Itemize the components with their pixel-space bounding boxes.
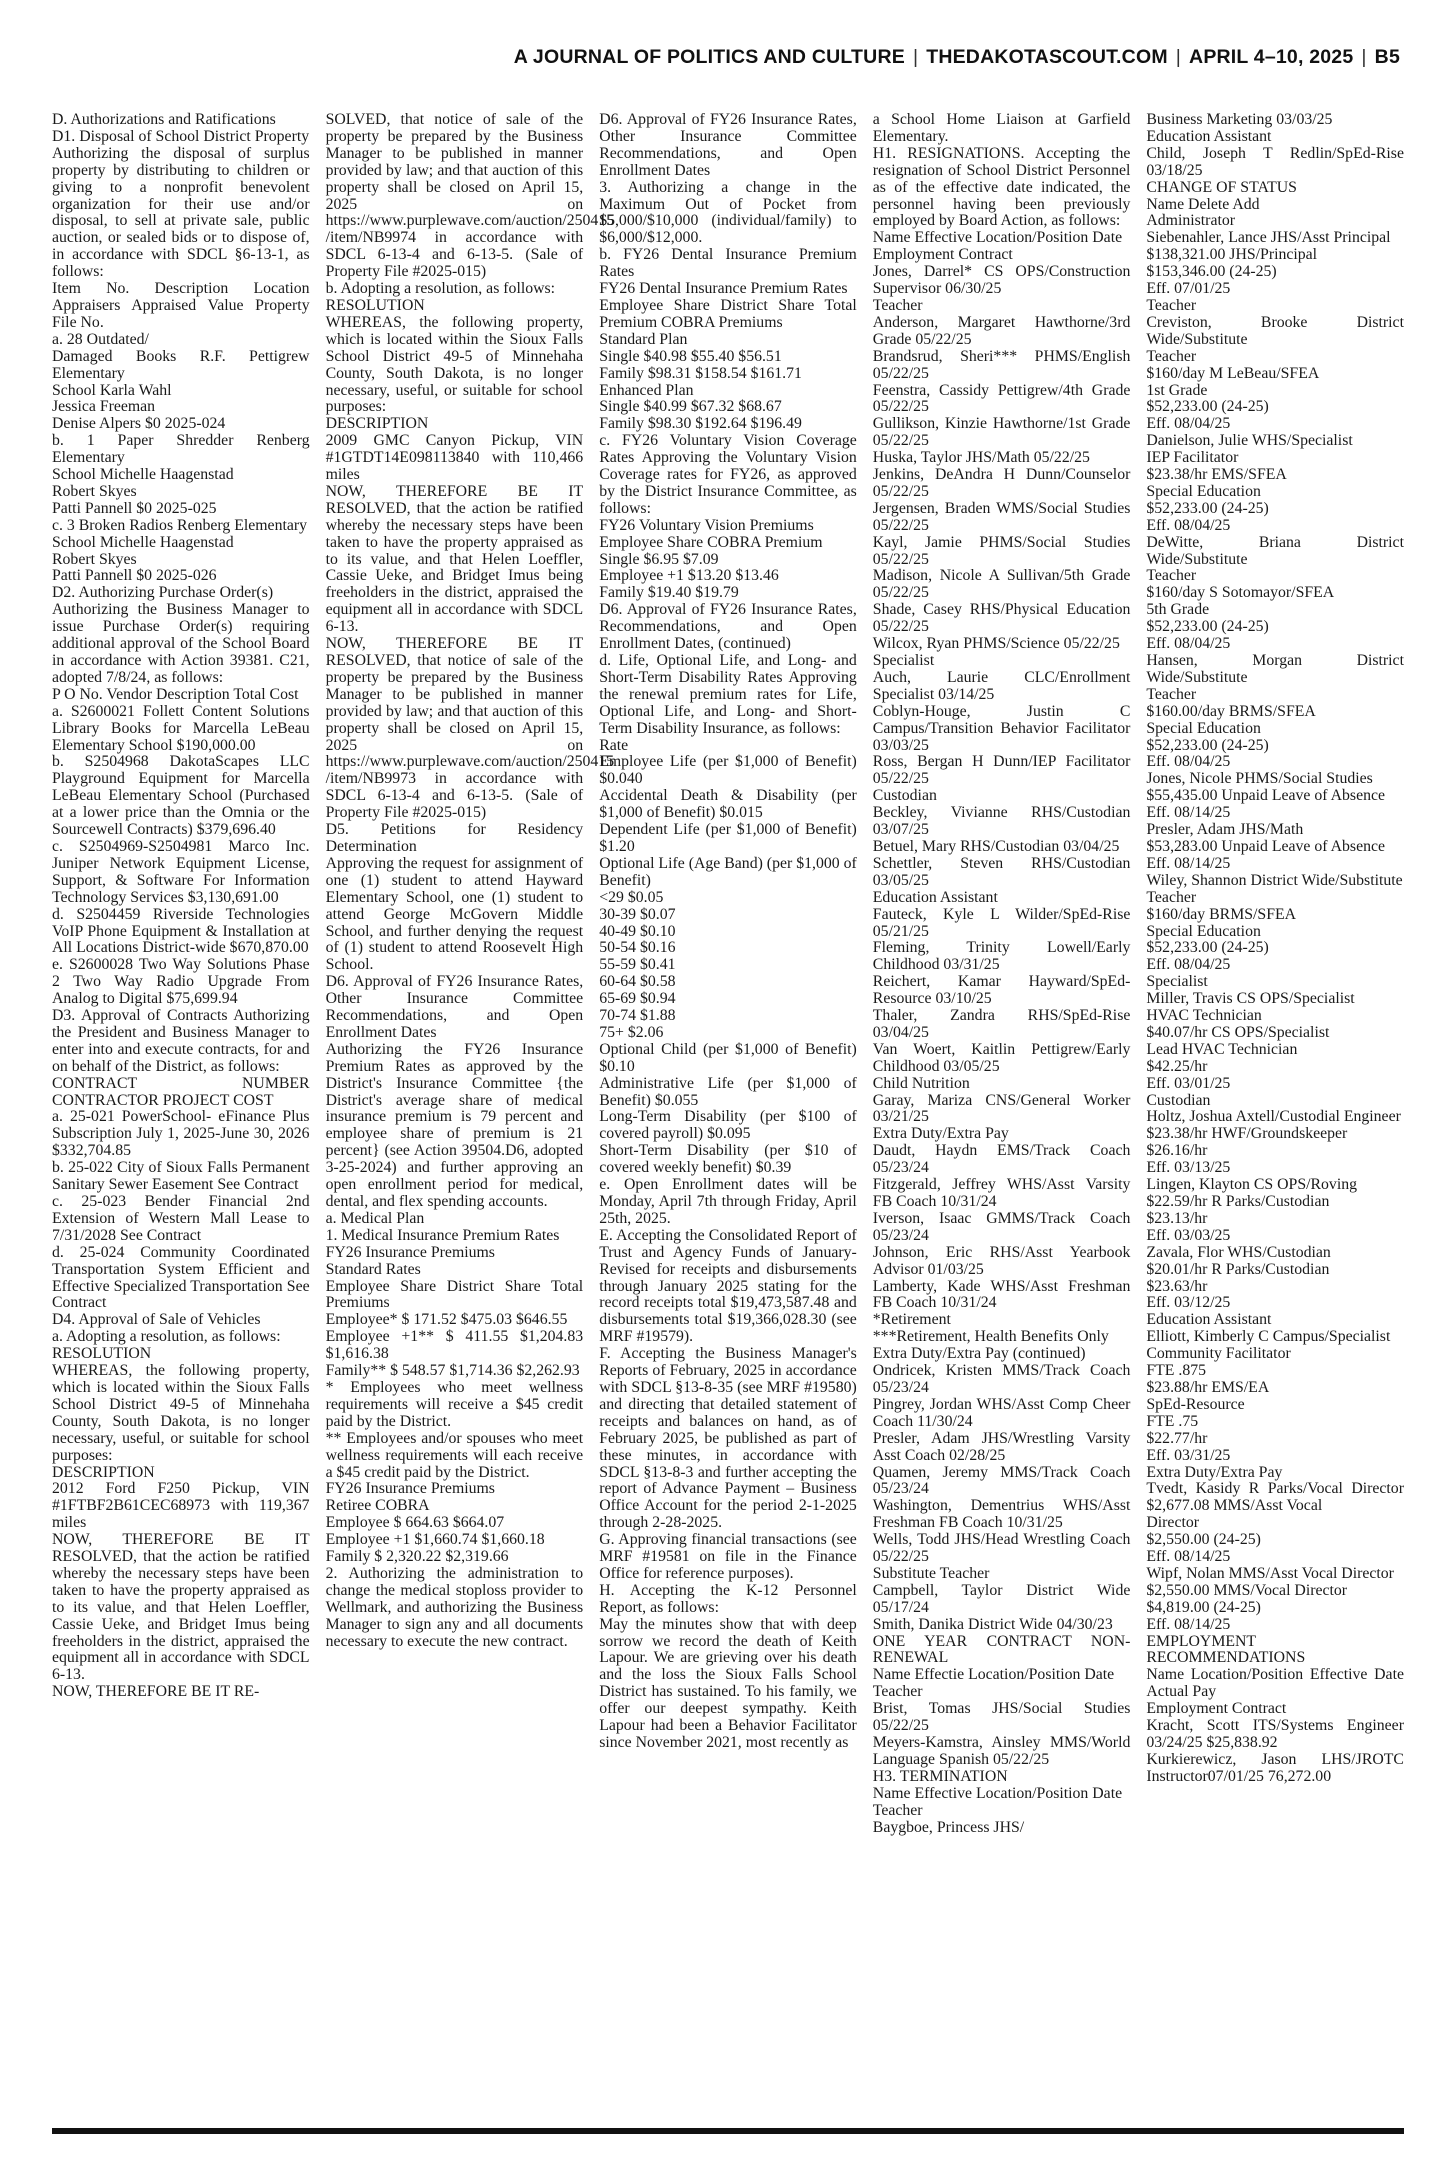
column-paragraph: Dependent Life (per $1,000 of Benefit) $1.20 — [599, 821, 857, 855]
column-paragraph: 2. Authorizing the administration to change the medical stoploss provider to Wellmark, and authorizing the Business Manager to sign any and all documents necessary to execute the new contract. — [325, 1564, 584, 1650]
column-paragraph: Daudt, Haydn EMS/Track Coach 05/23/24 — [872, 1142, 1131, 1177]
column-paragraph: c. S2504969-S2504981 Marco Inc. Juniper Network Equipment License, Support, & Software For Information Technology Services $3,130,691.00 — [52, 837, 310, 906]
column-paragraph: Item No. Description Location Appraisers Appraised Value Property File No. — [52, 280, 310, 331]
column-paragraph: Garay, Mariza CNS/General Worker 03/21/25 — [872, 1091, 1131, 1126]
column-paragraph: Eff. 08/04/25 — [1146, 516, 1231, 534]
column-paragraph: *Retirement — [872, 1311, 951, 1329]
column-paragraph: H3. TERMINATION — [872, 1767, 1008, 1785]
column-paragraph: Hansen, Morgan District Wide/Substitute — [1146, 652, 1404, 686]
column-paragraph: Teacher — [872, 1683, 923, 1701]
column-paragraph: Tvedt, Kasidy R Parks/Vocal Director $2,677.08 MMS/Asst Vocal — [1146, 1480, 1404, 1515]
column-paragraph: D4. Approval of Sale of Vehicles — [52, 1311, 261, 1329]
column-paragraph: $52,233.00 (24-25) — [1146, 398, 1269, 416]
column-paragraph: Creviston, Brooke District Wide/Substitute — [1146, 313, 1404, 348]
column-paragraph: Campbell, Taylor District Wide 05/17/24 — [872, 1581, 1131, 1616]
column-paragraph: HVAC Technician — [1146, 1007, 1262, 1025]
column-paragraph: Presler, Adam JHS/Math — [1146, 821, 1304, 839]
column-paragraph: $4,819.00 (24-25) — [1146, 1598, 1261, 1616]
column-paragraph: $153,346.00 (24-25) — [1146, 263, 1277, 281]
column-paragraph: b. Adopting a resolution, as follows: — [325, 280, 556, 298]
column-paragraph: Siebenahler, Lance JHS/Asst Principal — [1146, 229, 1391, 247]
header-separator: | — [912, 46, 919, 68]
column-paragraph: Ross, Bergan H Dunn/IEP Facilitator 05/22/25 — [872, 753, 1131, 788]
column-paragraph: ** Employees and/or spouses who meet wellness requirements will each receive a $45 credit paid by the District. — [325, 1429, 584, 1481]
column-paragraph: H. Accepting the K-12 Personnel Report, as follows: — [599, 1581, 857, 1616]
column-paragraph: $52,233.00 (24-25) — [1146, 736, 1269, 754]
column-paragraph: Jones, Darrel* CS OPS/Construction Supervisor 06/30/25 — [872, 263, 1131, 298]
column-paragraph: 2009 GMC Canyon Pickup, VIN #1GTDT14E098113840 with 110,466 miles — [325, 432, 584, 484]
column-paragraph: $138,321.00 JHS/Principal — [1146, 246, 1318, 264]
header-separator: | — [1361, 46, 1367, 68]
column-paragraph: School Karla Wahl — [52, 381, 172, 399]
column-paragraph: Family** $ 548.57 $1,714.36 $2,262.93 — [325, 1362, 580, 1380]
column-paragraph: SpEd-Resource — [1146, 1395, 1245, 1413]
column-paragraph: a. S2600021 Follett Content Solutions Library Books for Marcella LeBeau Elementary School $190,000.00 — [52, 702, 310, 754]
column-paragraph: Retiree COBRA — [325, 1497, 430, 1515]
column-paragraph: c. 25-023 Bender Financial 2nd Extension of Western Mall Lease to 7/31/2028 See Contract — [52, 1193, 310, 1244]
column-paragraph: Teacher — [1146, 296, 1197, 314]
column-paragraph: D2. Authorizing Purchase Order(s) — [52, 584, 274, 602]
column-paragraph: Employee +1 $13.20 $13.46 — [599, 567, 779, 585]
column-paragraph: $40.07/hr CS OPS/Specialist — [1146, 1023, 1330, 1041]
column-paragraph: Fleming, Trinity Lowell/Early Childhood 03/31/25 — [872, 939, 1131, 974]
column-paragraph: Wells, Todd JHS/Head Wrestling Coach 05/22/25 — [872, 1531, 1131, 1566]
column-paragraph: Eff. 08/04/25 — [1146, 415, 1231, 433]
column-paragraph: Lead HVAC Technician — [1146, 1040, 1298, 1058]
column-paragraph: Beckley, Vivianne RHS/Custodian 03/07/25 — [872, 804, 1131, 839]
column-paragraph: Schettler, Steven RHS/Custodian 03/05/25 — [872, 854, 1131, 889]
column-paragraph: Authorizing the Business Manager to issue Purchase Order(s) requiring additional approval of the School Board in accordance with Action 39381. C21, adopted 7/8/24, as follows: — [52, 601, 310, 686]
site-name: THEDAKOTASCOUT.COM — [926, 46, 1168, 68]
column-paragraph: D. Authorizations and Ratifications — [52, 111, 276, 128]
column-paragraph: Patti Pannell $0 2025-025 — [52, 499, 217, 517]
column-paragraph: b. FY26 Dental Insurance Premium Rates — [599, 246, 857, 281]
column-paragraph: Eff. 08/04/25 — [1146, 635, 1231, 653]
column-paragraph: Thaler, Zandra RHS/SpEd-Rise 03/04/25 — [872, 1007, 1131, 1041]
column-paragraph: d. S2504459 Riverside Technologies VoIP Phone Equipment & Installation at All Locations District-wide $670,870.00 — [52, 905, 310, 957]
column-3 — [599, 112, 857, 2092]
column-paragraph: Special Education — [1146, 719, 1261, 737]
column-paragraph: Meyers-Kamstra, Ainsley MMS/World Language Spanish 05/22/25 — [872, 1734, 1131, 1768]
column-paragraph: Employee +1** $ 411.55 $1,204.83 $1,616.38 — [325, 1328, 584, 1363]
column-paragraph: Single $40.98 $55.40 $56.51 — [599, 347, 782, 365]
column-paragraph: $52,233.00 (24-25) — [1146, 499, 1269, 517]
column-paragraph: ***Retirement, Health Benefits Only — [872, 1328, 1109, 1346]
column-paragraph: Standard Plan — [599, 330, 688, 348]
column-paragraph: $23.88/hr EMS/EA — [1146, 1378, 1270, 1396]
column-paragraph: Child, Joseph T Redlin/SpEd-Rise 03/18/25 — [1146, 144, 1404, 179]
column-paragraph: Teacher — [1146, 567, 1197, 585]
column-paragraph: a. Medical Plan — [325, 1209, 425, 1227]
column-paragraph: $2,550.00 MMS/Vocal Director — [1146, 1581, 1348, 1599]
column-paragraph: a. Adopting a resolution, as follows: — [52, 1328, 281, 1346]
column-paragraph: Zavala, Flor WHS/Custodian — [1146, 1243, 1331, 1261]
column-paragraph: RESOLUTION — [325, 296, 425, 314]
column-paragraph: $160.00/day BRMS/SFEA — [1146, 702, 1316, 720]
column-paragraph: Rate — [599, 736, 629, 754]
column-paragraph: Shade, Casey RHS/Physical Education 05/22/25 — [872, 601, 1131, 636]
column-paragraph: Employment Contract — [872, 246, 1013, 264]
column-paragraph: Director — [1146, 1514, 1200, 1532]
journal-tagline: A JOURNAL OF POLITICS AND CULTURE — [513, 46, 905, 68]
column-paragraph: Ondricek, Kristen MMS/Track Coach 05/23/24 — [872, 1362, 1131, 1396]
column-paragraph: Extra Duty/Extra Pay (continued) — [872, 1345, 1086, 1363]
column-paragraph: 1. Medical Insurance Premium Rates — [325, 1226, 560, 1244]
column-paragraph: Optional Life (Age Band) (per $1,000 of Benefit) — [599, 854, 857, 889]
column-paragraph: DESCRIPTION — [325, 415, 429, 433]
column-paragraph: Jones, Nicole PHMS/Social Studies — [1146, 770, 1373, 788]
column-paragraph: Name Effective Location/Position Date — [872, 229, 1123, 247]
column-paragraph: Employee +1 $1,660.74 $1,660.18 — [325, 1531, 545, 1549]
column-paragraph: $52,233.00 (24-25) — [1146, 939, 1269, 957]
column-paragraph: Van Woert, Kaitlin Pettigrew/Early Childhood 03/05/25 — [872, 1040, 1131, 1075]
column-paragraph: Auch, Laurie CLC/Enrollment Specialist 03/14/25 — [872, 668, 1131, 703]
column-paragraph: Johnson, Eric RHS/Asst Yearbook Advisor 01/03/25 — [872, 1243, 1131, 1278]
column-paragraph: Single $40.99 $67.32 $68.67 — [599, 398, 782, 416]
column-paragraph: Quamen, Jeremy MMS/Track Coach 05/23/24 — [872, 1463, 1131, 1498]
column-paragraph: Wiley, Shannon District Wide/Substitute — [1146, 871, 1403, 889]
column-paragraph: Teacher — [872, 1801, 923, 1819]
column-paragraph: 5th Grade — [1146, 601, 1210, 619]
column-paragraph: Miller, Travis CS OPS/Specialist — [1146, 990, 1355, 1008]
column-paragraph: $20.01/hr R Parks/Custodian — [1146, 1260, 1330, 1278]
column-paragraph: d. Life, Optional Life, and Long- and Short-Term Disability Rates Approving the renewal premium rates for Life, Optional Life, and Long- and Short-Term Disability Insurance, as follows: — [599, 652, 857, 737]
bottom-rule — [52, 2128, 1404, 2134]
column-paragraph: Brist, Tomas JHS/Social Studies 05/22/25 — [872, 1700, 1131, 1735]
column-paragraph: Wipf, Nolan MMS/Asst Vocal Director — [1146, 1564, 1394, 1582]
column-paragraph: Jessica Freeman — [52, 398, 156, 416]
column-paragraph: Fitzgerald, Jeffrey WHS/Asst Varsity FB Coach 10/31/24 — [872, 1176, 1131, 1210]
column-paragraph: b. 1 Paper Shredder Renberg Elementary — [52, 432, 310, 467]
column-paragraph: Eff. 03/13/25 — [1146, 1159, 1231, 1177]
column-paragraph: NOW, THEREFORE BE IT RESOLVED, that the action be ratified whereby the necessary steps have been taken to have the property appraised as to its value, and that Helen Loeffler, Cassie Ueke, and Bridget Imus being freeholders in the district, appraised the equipment all in accordance with SDCL 6-13. — [325, 482, 584, 636]
column-paragraph: $55,435.00 Unpaid Leave of Absence — [1146, 787, 1386, 805]
column-paragraph: $22.77/hr — [1146, 1429, 1208, 1447]
column-paragraph: Specialist — [872, 652, 935, 669]
column-paragraph: DESCRIPTION — [52, 1463, 155, 1481]
column-paragraph: e. S2600028 Two Way Solutions Phase 2 Two Way Radio Upgrade From Analog to Digital $75,699.94 — [52, 956, 310, 1008]
column-paragraph: ONE YEAR CONTRACT NON-RENEWAL — [872, 1632, 1131, 1667]
column-paragraph: Employee Share COBRA Premium — [599, 533, 823, 551]
column-paragraph: Fauteck, Kyle L Wilder/SpEd-Rise 05/21/25 — [872, 905, 1131, 940]
column-paragraph: $160/day M LeBeau/SFEA — [1146, 364, 1320, 382]
column-paragraph: D5. Petitions for Residency Determination — [325, 821, 584, 855]
column-paragraph: School Michelle Haagenstad — [52, 466, 234, 484]
column-paragraph: b. S2504968 DakotaScapes LLC Playground Equipment for Marcella LeBeau Elementary School (Purchased at a lower price than the Omnia or the Sourcewell Contracts) $379,696.40 — [52, 753, 310, 839]
column-paragraph: RESOLUTION — [52, 1345, 152, 1363]
column-paragraph: Employee Life (per $1,000 of Benefit) $0.040 — [599, 753, 857, 788]
column-5 — [1146, 112, 1404, 2092]
column-paragraph: FTE .75 — [1146, 1412, 1199, 1430]
column-paragraph: Employee $ 664.63 $664.07 — [325, 1514, 505, 1532]
column-paragraph: Reichert, Kamar Hayward/SpEd-Resource 03/10/25 — [872, 973, 1131, 1008]
column-paragraph: SOLVED, that notice of sale of the property be prepared by the Business Manager to be published in manner provided by law; and that auction of this property shall be closed on April 15, 2025 on https://www.purplewave.com/auction/250415 /item/NB9974 in accordance with SDCL 6-13-4 and 6-13-5. (Sale of Property File #2025-015) — [325, 111, 615, 281]
column-paragraph: Education Assistant — [872, 888, 998, 906]
column-1 — [52, 112, 310, 2092]
column-paragraph: Washington, Dementrius WHS/Asst Freshman FB Coach 10/31/25 — [872, 1497, 1131, 1532]
column-paragraph: $2,550.00 (24-25) — [1146, 1531, 1261, 1549]
column-paragraph: D6. Approval of FY26 Insurance Rates, Other Insurance Committee Recommendations, and Open Enrollment Dates — [325, 973, 584, 1041]
column-paragraph: Madison, Nicole A Sullivan/5th Grade 05/22/25 — [872, 567, 1131, 602]
column-paragraph: Employee Share District Share Total Premiums — [325, 1277, 584, 1312]
column-paragraph: Brandsrud, Sheri*** PHMS/English 05/22/25 — [872, 347, 1131, 382]
column-paragraph: NOW, THEREFORE BE IT RESOLVED, that notice of sale of the property be prepared by the Business Manager to be published in manner provided by law; and that auction of this property shall be closed on April 15, 2025 on https://www.purplewave.com/auction/250415 /item/NB9973 in accordance with SDCL 6-13-4 and 6-13-5. (Sale of Property File #2025-015) — [325, 635, 615, 822]
column-paragraph: Damaged Books R.F. Pettigrew Elementary — [52, 347, 310, 382]
column-paragraph: Anderson, Margaret Hawthorne/3rd Grade 05/22/25 — [872, 313, 1131, 348]
column-paragraph: 2012 Ford F250 Pickup, VIN #1FTBF2B61CEC68973 with 119,367 miles — [52, 1480, 310, 1532]
column-paragraph: Elliott, Kimberly C Campus/Specialist — [1146, 1328, 1391, 1346]
column-paragraph: Pingrey, Jordan WHS/Asst Comp Cheer Coach 11/30/24 — [872, 1395, 1131, 1430]
column-paragraph: Short-Term Disability (per $10 of covered weekly benefit) $0.39 — [599, 1142, 857, 1177]
column-paragraph: IEP Facilitator — [1146, 449, 1239, 467]
column-paragraph: F. Accepting the Business Manager's Reports of February, 2025 in accordance with SDCL §13-8-35 (see MRF #19580) and directing that detailed statement of receipts and balances on hand, as of February 2025, be published as part of these minutes, in accordance with SDCL §13-8-3 and further accepting the report of Advance Payment – Business Office Account for the period 2-1-2025 through 2-28-2025. — [599, 1345, 857, 1532]
column-paragraph: $160/day S Sotomayor/SFEA — [1146, 584, 1335, 602]
column-paragraph: d. 25-024 Community Coordinated Transportation System Efficient and Effective Specialized Transportation See Contract — [52, 1243, 310, 1312]
column-paragraph: Community Facilitator — [1146, 1345, 1291, 1363]
column-paragraph: Family $ 2,320.22 $2,319.66 — [325, 1548, 509, 1566]
column-paragraph: c. 3 Broken Radios Renberg Elementary — [52, 516, 308, 534]
column-paragraph: c. FY26 Voluntary Vision Coverage Rates Approving the Voluntary Vision Coverage rates for FY26, as approved by the District Insurance Committee, as follows: — [599, 432, 857, 517]
column-paragraph: Employee* $ 171.52 $475.03 $646.55 — [325, 1311, 568, 1329]
column-paragraph: $23.13/hr — [1146, 1209, 1208, 1227]
column-paragraph: $23.38/hr EMS/SFEA — [1146, 466, 1287, 484]
column-paragraph: G. Approving financial transactions (see MRF #19581 on file in the Finance Office for reference purposes). — [599, 1531, 857, 1582]
column-paragraph: Name Effectie Location/Position Date — [872, 1666, 1115, 1684]
column-paragraph: e. Open Enrollment dates will be Monday, April 7th through Friday, April 25th, 2025. — [599, 1176, 857, 1227]
column-paragraph: Eff. 07/01/25 — [1146, 280, 1231, 298]
column-paragraph: Eff. 03/03/25 — [1146, 1226, 1231, 1244]
column-paragraph: Huska, Taylor JHS/Math 05/22/25 — [872, 449, 1090, 467]
column-paragraph: Eff. 03/31/25 — [1146, 1446, 1231, 1464]
header-separator: | — [1175, 46, 1182, 68]
column-paragraph: Extra Duty/Extra Pay — [872, 1125, 1009, 1143]
column-paragraph: E. Accepting the Consolidated Report of Trust and Agency Funds of January-Revised for receipts and disbursements through January 2025 stating for the record receipts total $19,473,587.48 and disbursements total $19,366,028.30 (see MRF #19579). — [599, 1226, 857, 1346]
column-paragraph: May the minutes show that with deep sorrow we record the death of Keith Lapour. We are grieving over his death and the loss the Sioux Falls School District has sustained. To his family, we offer our deepest sympathy. Keith Lapour had been a Behavior Facilitator since November 2021, most recently as — [599, 1615, 857, 1751]
column-paragraph: 50-54 $0.16 — [599, 939, 676, 957]
column-paragraph: 3. Authorizing a change in the Maximum Out of Pocket from $5,000/$10,000 (individual/family) to $6,000/$12,000. — [599, 178, 857, 247]
column-paragraph: WHEREAS, the following property, which is located within the Sioux Falls School District 49-5 of Minnehaha County, South Dakota, is no longer necessary, useful, or suitable for school purposes: — [325, 313, 584, 416]
column-paragraph: Name Effective Location/Position Date — [872, 1784, 1123, 1802]
column-paragraph: Denise Alpers $0 2025-024 — [52, 415, 226, 433]
column-paragraph: $52,233.00 (24-25) — [1146, 618, 1269, 636]
column-paragraph: 55-59 $0.41 — [599, 956, 676, 974]
column-paragraph: a. 28 Outdated/ — [52, 330, 149, 348]
column-paragraph: 40-49 $0.10 — [599, 922, 676, 940]
column-paragraph: Baygboe, Princess JHS/ — [872, 1818, 1025, 1836]
column-paragraph: Employee Share District Share Total Premium COBRA Premiums — [599, 296, 857, 331]
column-paragraph: $53,283.00 Unpaid Leave of Absence — [1146, 837, 1386, 855]
column-paragraph: Special Education — [1146, 482, 1261, 500]
column-paragraph: Teacher — [1146, 685, 1197, 703]
column-paragraph: Eff. 08/14/25 — [1146, 854, 1231, 872]
column-paragraph: Long-Term Disability (per $100 of covered payroll) $0.095 — [599, 1108, 857, 1143]
column-paragraph: Approving the request for assignment of one (1) student to attend Hayward Elementary School, one (1) student to attend George McGovern Middle School, and further denying the request of (1) student to attend Roosevelt High School. — [325, 854, 584, 974]
column-paragraph: $23.38/hr HWF/Groundskeeper — [1146, 1125, 1348, 1143]
column-paragraph: NOW, THEREFORE BE IT RESOLVED, that the action be ratified whereby the necessary steps have been taken to have the property appraised as to its value, and that Helen Loeffler, Cassie Ueke, and Bridget Imus being freeholders in the district, appraised the equipment all in accordance with SDCL 6-13. — [52, 1531, 310, 1684]
column-paragraph: Education Assistant — [1146, 127, 1272, 145]
column-paragraph: D6. Approval of FY26 Insurance Rates, Recommendations, and Open Enrollment Dates, (continued) — [599, 601, 857, 653]
column-paragraph: Presler, Adam JHS/Wrestling Varsity Asst Coach 02/28/25 — [872, 1429, 1131, 1464]
column-paragraph: Kayl, Jamie PHMS/Social Studies 05/22/25 — [872, 533, 1131, 568]
column-paragraph: Eff. 08/04/25 — [1146, 753, 1231, 771]
column-paragraph: 75+ $2.06 — [599, 1023, 664, 1041]
column-4 — [873, 112, 1131, 2092]
column-paragraph: Robert Skyes — [52, 550, 137, 568]
column-paragraph: Family $19.40 $19.79 — [599, 584, 739, 602]
column-paragraph: a School Home Liaison at Garfield Elementary. — [872, 111, 1131, 145]
column-paragraph: 30-39 $0.07 — [599, 905, 676, 923]
column-paragraph: Child Nutrition — [872, 1074, 970, 1092]
column-paragraph: Name Location/Position Effective Date Actual Pay — [1146, 1666, 1404, 1701]
column-paragraph: Coblyn-Houge, Justin C Campus/Transition Behavior Facilitator 03/03/25 — [872, 702, 1131, 754]
column-paragraph: Accidental Death & Disability (per $1,000 of Benefit) $0.015 — [599, 787, 857, 822]
column-paragraph: Patti Pannell $0 2025-026 — [52, 567, 217, 585]
column-paragraph: Feenstra, Cassidy Pettigrew/4th Grade 05/22/25 — [872, 381, 1131, 416]
column-paragraph: Specialist — [1146, 973, 1208, 991]
page-number: B5 — [1374, 46, 1400, 68]
column-paragraph: CONTRACT NUMBER CONTRACTOR PROJECT COST — [52, 1074, 310, 1109]
column-paragraph: Gullikson, Kinzie Hawthorne/1st Grade 05/22/25 — [872, 415, 1131, 450]
column-paragraph: Name Delete Add — [1146, 195, 1260, 213]
article-columns — [52, 112, 1404, 2092]
column-paragraph: Eff. 08/14/25 — [1146, 1548, 1231, 1566]
column-2 — [325, 111, 615, 2092]
column-paragraph: FY26 Insurance Premiums — [325, 1480, 495, 1498]
column-paragraph: 1st Grade — [1146, 381, 1208, 399]
column-paragraph: $23.63/hr — [1146, 1277, 1208, 1295]
column-paragraph: Teacher — [1146, 347, 1197, 365]
column-paragraph: FTE .875 — [1146, 1362, 1207, 1380]
column-paragraph: Eff. 03/12/25 — [1146, 1294, 1231, 1312]
column-paragraph: Custodian — [872, 787, 937, 805]
column-paragraph: Wilcox, Ryan PHMS/Science 05/22/25 — [872, 635, 1120, 653]
column-paragraph: Authorizing the FY26 Insurance Premium Rates as approved by the District's Insurance Committee {the District's average share of medical insurance premium is 79 percent and employee share of premium is 21 percent} (see Action 39504.D6, adopted 3-25-2024) and further approving an open enrollment period for medical, dental, and flex spending accounts. — [325, 1040, 584, 1210]
column-paragraph: Iverson, Isaac GMMS/Track Coach 05/23/24 — [872, 1209, 1131, 1244]
column-paragraph: Holtz, Joshua Axtell/Custodial Engineer — [1146, 1108, 1401, 1126]
column-paragraph: Teacher — [872, 296, 923, 314]
column-paragraph: FY26 Dental Insurance Premium Rates — [599, 280, 848, 298]
column-paragraph: a. 25-021 PowerSchool- eFinance Plus Subscription July 1, 2025-June 30, 2026 $332,704.85 — [52, 1108, 310, 1160]
column-paragraph: D3. Approval of Contracts Authorizing the President and Business Manager to enter into and execute contracts, for and on behalf of the District, as follows: — [52, 1007, 310, 1075]
column-paragraph: Standard Rates — [325, 1260, 421, 1278]
column-paragraph: Kracht, Scott ITS/Systems Engineer 03/24/25 $25,838.92 — [1146, 1717, 1404, 1751]
column-paragraph: 65-69 $0.94 — [599, 990, 676, 1008]
column-paragraph: Eff. 08/04/25 — [1146, 956, 1231, 974]
column-paragraph: Danielson, Julie WHS/Specialist — [1146, 432, 1353, 450]
column-paragraph: Extra Duty/Extra Pay — [1146, 1463, 1283, 1481]
column-paragraph: Optional Child (per $1,000 of Benefit) $0.10 — [599, 1040, 857, 1075]
column-paragraph: Enhanced Plan — [599, 381, 694, 399]
column-paragraph: FY26 Voluntary Vision Premiums — [599, 516, 814, 534]
column-paragraph: CHANGE OF STATUS — [1146, 178, 1297, 196]
column-paragraph: b. 25-022 City of Sioux Falls Permanent Sanitary Sewer Easement See Contract — [52, 1159, 310, 1194]
column-paragraph: <29 $0.05 — [599, 888, 664, 906]
column-paragraph: Betuel, Mary RHS/Custodian 03/04/25 — [872, 837, 1120, 855]
column-paragraph: Family $98.30 $192.64 $196.49 — [599, 415, 802, 433]
column-paragraph: Jenkins, DeAndra H Dunn/Counselor 05/22/25 — [872, 466, 1131, 500]
column-paragraph: Administrator — [1146, 212, 1236, 230]
column-paragraph: P O No. Vendor Description Total Cost — [52, 685, 299, 703]
column-paragraph: Substitute Teacher — [872, 1564, 990, 1582]
column-paragraph: Lingen, Klayton CS OPS/Roving — [1146, 1176, 1358, 1194]
column-paragraph: Family $98.31 $158.54 $161.71 — [599, 364, 802, 382]
column-paragraph: Employment Contract — [1146, 1700, 1287, 1718]
column-paragraph: Special Education — [1146, 922, 1261, 940]
column-paragraph: $26.16/hr — [1146, 1142, 1208, 1160]
column-paragraph: Education Assistant — [1146, 1311, 1272, 1329]
column-paragraph: $160/day BRMS/SFEA — [1146, 905, 1297, 923]
column-paragraph: Administrative Life (per $1,000 of Benefit) $0.055 — [599, 1074, 857, 1109]
column-paragraph: School Michelle Haagenstad — [52, 533, 234, 551]
column-paragraph: Jergensen, Braden WMS/Social Studies 05/22/25 — [872, 499, 1131, 534]
column-paragraph: 70-74 $1.88 — [599, 1007, 676, 1025]
column-paragraph: Teacher — [1146, 888, 1197, 906]
column-paragraph: Business Marketing 03/03/25 — [1146, 111, 1333, 128]
column-paragraph: * Employees who meet wellness requirements will receive a $45 credit paid by the District. — [325, 1378, 584, 1430]
column-paragraph: $42.25/hr — [1146, 1057, 1208, 1075]
column-paragraph: DeWitte, Briana District Wide/Substitute — [1146, 533, 1404, 568]
column-paragraph: 60-64 $0.58 — [599, 973, 676, 991]
column-paragraph: EMPLOYMENT RECOMMENDATIONS — [1146, 1632, 1306, 1667]
column-paragraph: Authorizing the disposal of surplus property by distributing to children or giving to a nonprofit benevolent organization for their use and/or disposal, to sell at private sale, public auction, or sealed bids or to dispose of, in accordance with SDCL §6-13-1, as follows: — [52, 144, 310, 281]
page-header — [0, 46, 1400, 76]
column-paragraph: WHEREAS, the following property, which is located within the Sioux Falls School District 49-5 of Minnehaha County, South Dakota, is no longer necessary, useful, or suitable for school purposes: — [52, 1362, 310, 1464]
column-paragraph: NOW, THEREFORE BE IT RE- — [52, 1683, 260, 1701]
column-paragraph: Eff. 08/14/25 — [1146, 1615, 1231, 1633]
column-paragraph: Smith, Danika District Wide 04/30/23 — [872, 1615, 1113, 1633]
column-paragraph: Robert Skyes — [52, 482, 137, 500]
column-paragraph: $22.59/hr R Parks/Custodian — [1146, 1193, 1330, 1210]
column-paragraph: D1. Disposal of School District Property — [52, 127, 310, 145]
column-paragraph: Lamberty, Kade WHS/Asst Freshman FB Coach 10/31/24 — [872, 1277, 1131, 1312]
column-paragraph: Single $6.95 $7.09 — [599, 550, 719, 568]
column-paragraph: Eff. 08/14/25 — [1146, 804, 1231, 822]
column-paragraph: Kurkierewicz, Jason LHS/JROTC Instructor07/01/25 76,272.00 — [1146, 1750, 1404, 1785]
column-paragraph: H1. RESIGNATIONS. Accepting the resignation of School District Personnel as of the effective date indicated, the personnel having been previously employed by Board Action, as follows: — [872, 144, 1131, 230]
column-paragraph: FY26 Insurance Premiums — [325, 1243, 495, 1261]
column-paragraph: Custodian — [1146, 1091, 1211, 1109]
column-paragraph: Eff. 03/01/25 — [1146, 1074, 1231, 1092]
column-paragraph: D6. Approval of FY26 Insurance Rates, Other Insurance Committee Recommendations, and Open Enrollment Dates — [599, 111, 857, 179]
issue-date: APRIL 4–10, 2025 — [1189, 46, 1354, 68]
